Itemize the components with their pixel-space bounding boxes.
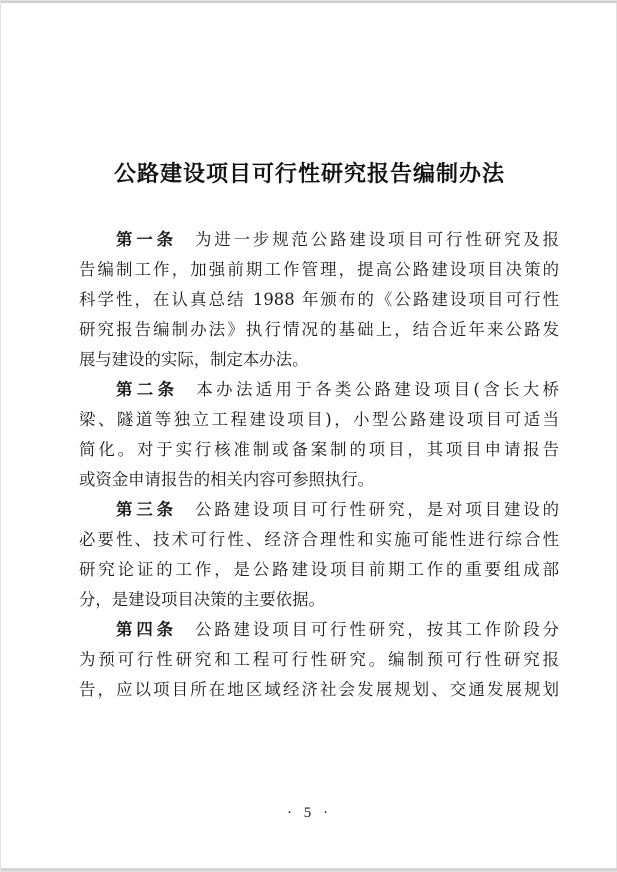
paragraph-line: 为预可行性研究和工程可行性研究。编制预可行性研究报 — [79, 650, 559, 669]
page-number: · 5 · — [287, 805, 332, 821]
article-1 — [79, 225, 559, 375]
paragraph-line: 告编制工作，加强前期工作管理，提高公路建设项目决策的 — [79, 260, 559, 279]
paragraph-line: 分，是建设项目决策的主要依据。 — [79, 590, 325, 609]
paragraph-line — [79, 495, 559, 525]
article-number: 第四条 — [116, 620, 177, 639]
line-text: 本办法适用于各类公路建设项目(含长大桥 — [196, 380, 559, 399]
document-title: 公路建设项目可行性研究报告编制办法 — [113, 161, 505, 187]
paragraph-line: 研究论证的工作，是公路建设项目前期工作的重要组成部 — [79, 560, 559, 579]
article-3 — [79, 495, 559, 615]
line-text: 为进一步规范公路建设项目可行性研究及报 — [194, 230, 560, 249]
page-top-edge — [1, 1, 617, 3]
line-text: 公路建设项目可行性研究，是对项目建设的 — [194, 500, 560, 519]
paragraph-line: 梁、隧道等独立工程建设项目)，小型公路建设项目可适当 — [79, 410, 559, 429]
paragraph-line: 或资金申请报告的相关内容可参照执行。 — [79, 470, 375, 489]
paragraph-line: 必要性、技术可行性、经济合理性和实施可能性进行综合性 — [79, 530, 559, 549]
line-text: 公路建设项目可行性研究，按其工作阶段分 — [194, 620, 560, 639]
article-number: 第一条 — [116, 230, 177, 249]
paragraph-line: 告，应以项目所在地区域经济社会发展规划、交通发展规划 — [79, 680, 559, 699]
paragraph-line: 研究报告编制办法》执行情况的基础上，结合近年来公路发 — [79, 320, 559, 339]
paragraph-line: 展与建设的实际，制定本办法。 — [79, 350, 309, 369]
paragraph-line — [79, 615, 559, 645]
paragraph-line — [79, 225, 559, 255]
paragraph-line: 简化。对于实行核准制或备案制的项目，其项目申请报告 — [79, 440, 559, 459]
page-bottom-edge — [1, 868, 617, 871]
document-body — [79, 225, 559, 705]
article-2 — [79, 375, 559, 495]
article-number: 第三条 — [116, 500, 177, 519]
article-4 — [79, 615, 559, 705]
article-number: 第二条 — [116, 380, 179, 399]
paragraph-line: 科学性，在认真总结 1988 年颁布的《公路建设项目可行性 — [79, 290, 559, 309]
paragraph-line — [79, 375, 559, 405]
